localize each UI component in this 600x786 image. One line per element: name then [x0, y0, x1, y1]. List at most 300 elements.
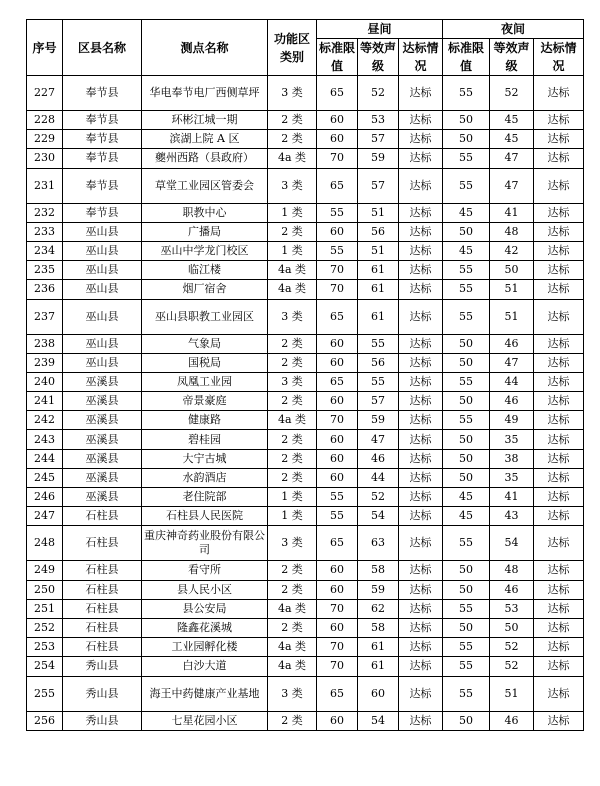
- cell-day-standard: 70: [317, 149, 358, 168]
- cell-day-standard: 60: [317, 334, 358, 353]
- cell-seq: 256: [27, 711, 63, 730]
- cell-night-status: 达标: [534, 241, 584, 260]
- cell-night-status: 达标: [534, 203, 584, 222]
- cell-day-status: 达标: [399, 392, 443, 411]
- cell-night-standard: 45: [443, 488, 490, 507]
- cell-day-leq: 55: [358, 372, 399, 391]
- cell-night-standard: 45: [443, 507, 490, 526]
- cell-day-leq: 59: [358, 149, 399, 168]
- cell-day-leq: 44: [358, 468, 399, 487]
- table-row: [27, 488, 584, 507]
- cell-day-leq: 51: [358, 203, 399, 222]
- cell-night-status: 达标: [534, 657, 584, 676]
- cell-night-status: 达标: [534, 580, 584, 599]
- cell-function-zone: 2 类: [268, 449, 317, 468]
- cell-county: 巫溪县: [63, 392, 142, 411]
- cell-day-leq: 58: [358, 561, 399, 580]
- cell-night-status: 达标: [534, 526, 584, 561]
- cell-seq: 252: [27, 618, 63, 637]
- header-day-standard: 标准限值: [317, 39, 358, 76]
- cell-day-status: 达标: [399, 526, 443, 561]
- cell-county: 石柱县: [63, 638, 142, 657]
- cell-night-standard: 50: [443, 130, 490, 149]
- cell-day-standard: 60: [317, 580, 358, 599]
- cell-day-leq: 58: [358, 618, 399, 637]
- cell-county: 石柱县: [63, 561, 142, 580]
- cell-seq: 230: [27, 149, 63, 168]
- table-row: [27, 599, 584, 618]
- cell-site: 水韵酒店: [142, 468, 268, 487]
- cell-night-leq: 46: [490, 392, 534, 411]
- cell-county: 石柱县: [63, 618, 142, 637]
- cell-night-standard: 55: [443, 261, 490, 280]
- cell-night-standard: 50: [443, 711, 490, 730]
- cell-site: 健康路: [142, 411, 268, 430]
- table-row: [27, 507, 584, 526]
- cell-night-status: 达标: [534, 618, 584, 637]
- cell-night-status: 达标: [534, 299, 584, 334]
- cell-day-standard: 60: [317, 468, 358, 487]
- cell-night-status: 达标: [534, 149, 584, 168]
- cell-function-zone: 2 类: [268, 222, 317, 241]
- cell-night-status: 达标: [534, 488, 584, 507]
- table-row: [27, 261, 584, 280]
- cell-county: 巫山县: [63, 261, 142, 280]
- cell-day-leq: 53: [358, 111, 399, 130]
- table-row: [27, 657, 584, 676]
- cell-site: 职教中心: [142, 203, 268, 222]
- cell-night-standard: 55: [443, 372, 490, 391]
- cell-night-status: 达标: [534, 334, 584, 353]
- cell-night-standard: 50: [443, 334, 490, 353]
- cell-day-status: 达标: [399, 561, 443, 580]
- cell-day-standard: 60: [317, 449, 358, 468]
- cell-county: 秀山县: [63, 657, 142, 676]
- cell-day-standard: 55: [317, 488, 358, 507]
- cell-day-status: 达标: [399, 130, 443, 149]
- cell-county: 巫溪县: [63, 468, 142, 487]
- cell-site: 白沙大道: [142, 657, 268, 676]
- cell-night-leq: 50: [490, 618, 534, 637]
- cell-day-leq: 54: [358, 711, 399, 730]
- cell-day-status: 达标: [399, 111, 443, 130]
- cell-day-standard: 55: [317, 203, 358, 222]
- header-night-standard: 标准限值: [443, 39, 490, 76]
- cell-day-leq: 61: [358, 638, 399, 657]
- cell-night-standard: 50: [443, 392, 490, 411]
- cell-night-status: 达标: [534, 468, 584, 487]
- cell-seq: 228: [27, 111, 63, 130]
- cell-function-zone: 2 类: [268, 468, 317, 487]
- cell-day-standard: 70: [317, 261, 358, 280]
- cell-night-standard: 45: [443, 241, 490, 260]
- cell-day-leq: 62: [358, 599, 399, 618]
- cell-day-leq: 46: [358, 449, 399, 468]
- cell-day-leq: 59: [358, 580, 399, 599]
- cell-night-leq: 47: [490, 149, 534, 168]
- table-row: [27, 241, 584, 260]
- cell-night-status: 达标: [534, 111, 584, 130]
- cell-night-status: 达标: [534, 676, 584, 711]
- cell-site: 县人民小区: [142, 580, 268, 599]
- cell-night-standard: 45: [443, 203, 490, 222]
- cell-function-zone: 4a 类: [268, 280, 317, 299]
- cell-site: 帝景豪庭: [142, 392, 268, 411]
- cell-night-status: 达标: [534, 372, 584, 391]
- cell-night-leq: 54: [490, 526, 534, 561]
- cell-day-standard: 65: [317, 76, 358, 111]
- cell-seq: 234: [27, 241, 63, 260]
- header-county: 区县名称: [63, 20, 142, 76]
- cell-day-leq: 52: [358, 488, 399, 507]
- cell-night-standard: 55: [443, 280, 490, 299]
- cell-county: 巫山县: [63, 353, 142, 372]
- cell-day-status: 达标: [399, 411, 443, 430]
- cell-seq: 251: [27, 599, 63, 618]
- cell-night-status: 达标: [534, 222, 584, 241]
- header-site: 测点名称: [142, 20, 268, 76]
- cell-day-standard: 70: [317, 599, 358, 618]
- cell-seq: 246: [27, 488, 63, 507]
- cell-night-standard: 50: [443, 561, 490, 580]
- table-row: [27, 676, 584, 711]
- cell-seq: 247: [27, 507, 63, 526]
- cell-function-zone: 4a 类: [268, 638, 317, 657]
- cell-site: 老住院部: [142, 488, 268, 507]
- cell-county: 巫溪县: [63, 449, 142, 468]
- cell-night-leq: 44: [490, 372, 534, 391]
- cell-site: 环彬江城一期: [142, 111, 268, 130]
- cell-function-zone: 2 类: [268, 353, 317, 372]
- cell-day-status: 达标: [399, 507, 443, 526]
- cell-day-standard: 70: [317, 280, 358, 299]
- cell-function-zone: 4a 类: [268, 261, 317, 280]
- cell-day-status: 达标: [399, 657, 443, 676]
- cell-night-standard: 55: [443, 149, 490, 168]
- cell-day-status: 达标: [399, 638, 443, 657]
- cell-night-leq: 49: [490, 411, 534, 430]
- cell-night-standard: 55: [443, 638, 490, 657]
- cell-day-status: 达标: [399, 76, 443, 111]
- cell-night-status: 达标: [534, 411, 584, 430]
- cell-function-zone: 2 类: [268, 618, 317, 637]
- cell-seq: 254: [27, 657, 63, 676]
- cell-county: 石柱县: [63, 599, 142, 618]
- cell-day-status: 达标: [399, 149, 443, 168]
- cell-function-zone: 2 类: [268, 130, 317, 149]
- cell-function-zone: 3 类: [268, 372, 317, 391]
- cell-day-leq: 61: [358, 280, 399, 299]
- cell-night-leq: 43: [490, 507, 534, 526]
- cell-function-zone: 2 类: [268, 711, 317, 730]
- table-row: [27, 430, 584, 449]
- table-row: [27, 334, 584, 353]
- cell-day-status: 达标: [399, 203, 443, 222]
- cell-day-leq: 51: [358, 241, 399, 260]
- cell-night-leq: 41: [490, 203, 534, 222]
- cell-seq: 250: [27, 580, 63, 599]
- cell-night-leq: 35: [490, 430, 534, 449]
- cell-night-leq: 51: [490, 299, 534, 334]
- cell-seq: 242: [27, 411, 63, 430]
- cell-day-leq: 59: [358, 411, 399, 430]
- cell-seq: 229: [27, 130, 63, 149]
- cell-day-status: 达标: [399, 618, 443, 637]
- cell-function-zone: 3 类: [268, 299, 317, 334]
- table-row: [27, 130, 584, 149]
- table-row: [27, 580, 584, 599]
- cell-day-leq: 57: [358, 168, 399, 203]
- cell-day-standard: 70: [317, 411, 358, 430]
- cell-night-standard: 55: [443, 599, 490, 618]
- cell-day-leq: 60: [358, 676, 399, 711]
- header-function-zone: 功能区类别: [268, 20, 317, 76]
- cell-day-leq: 56: [358, 353, 399, 372]
- cell-county: 巫山县: [63, 241, 142, 260]
- cell-night-standard: 50: [443, 111, 490, 130]
- cell-site: 石柱县人民医院: [142, 507, 268, 526]
- cell-function-zone: 1 类: [268, 241, 317, 260]
- cell-night-standard: 55: [443, 657, 490, 676]
- cell-day-leq: 57: [358, 392, 399, 411]
- cell-night-status: 达标: [534, 449, 584, 468]
- cell-function-zone: 2 类: [268, 430, 317, 449]
- cell-day-leq: 61: [358, 299, 399, 334]
- table-row: [27, 299, 584, 334]
- cell-night-leq: 38: [490, 449, 534, 468]
- cell-night-status: 达标: [534, 507, 584, 526]
- table-row: [27, 392, 584, 411]
- table-row: [27, 449, 584, 468]
- cell-night-leq: 46: [490, 580, 534, 599]
- cell-night-leq: 46: [490, 711, 534, 730]
- cell-day-standard: 60: [317, 392, 358, 411]
- cell-seq: 248: [27, 526, 63, 561]
- cell-function-zone: 4a 类: [268, 411, 317, 430]
- table-row: [27, 111, 584, 130]
- cell-day-standard: 60: [317, 711, 358, 730]
- cell-day-leq: 61: [358, 261, 399, 280]
- cell-night-status: 达标: [534, 599, 584, 618]
- cell-night-status: 达标: [534, 561, 584, 580]
- header-night: 夜间: [443, 20, 584, 39]
- cell-function-zone: 2 类: [268, 111, 317, 130]
- cell-day-standard: 70: [317, 638, 358, 657]
- header-night-status: 达标情况: [534, 39, 584, 76]
- cell-night-leq: 35: [490, 468, 534, 487]
- cell-night-status: 达标: [534, 353, 584, 372]
- cell-site: 重庆神奇药业股份有限公司: [142, 526, 268, 561]
- cell-county: 奉节县: [63, 149, 142, 168]
- cell-night-status: 达标: [534, 280, 584, 299]
- cell-day-status: 达标: [399, 488, 443, 507]
- header-day-leq: 等效声级: [358, 39, 399, 76]
- cell-seq: 244: [27, 449, 63, 468]
- cell-day-status: 达标: [399, 676, 443, 711]
- cell-seq: 233: [27, 222, 63, 241]
- cell-night-leq: 46: [490, 334, 534, 353]
- cell-seq: 240: [27, 372, 63, 391]
- cell-site: 临江楼: [142, 261, 268, 280]
- cell-night-leq: 45: [490, 111, 534, 130]
- cell-day-standard: 60: [317, 130, 358, 149]
- cell-function-zone: 1 类: [268, 507, 317, 526]
- cell-site: 碧桂园: [142, 430, 268, 449]
- cell-day-status: 达标: [399, 168, 443, 203]
- header-day-status: 达标情况: [399, 39, 443, 76]
- table-row: [27, 76, 584, 111]
- cell-county: 奉节县: [63, 130, 142, 149]
- cell-night-status: 达标: [534, 430, 584, 449]
- table-row: [27, 280, 584, 299]
- cell-seq: 235: [27, 261, 63, 280]
- cell-seq: 245: [27, 468, 63, 487]
- table-row: [27, 168, 584, 203]
- cell-night-standard: 50: [443, 618, 490, 637]
- cell-day-status: 达标: [399, 334, 443, 353]
- cell-night-leq: 51: [490, 280, 534, 299]
- cell-night-leq: 52: [490, 657, 534, 676]
- table-row: [27, 149, 584, 168]
- cell-seq: 231: [27, 168, 63, 203]
- cell-function-zone: 1 类: [268, 488, 317, 507]
- cell-site: 烟厂宿舍: [142, 280, 268, 299]
- cell-night-leq: 42: [490, 241, 534, 260]
- cell-county: 石柱县: [63, 580, 142, 599]
- cell-county: 石柱县: [63, 507, 142, 526]
- table-row: [27, 526, 584, 561]
- cell-night-status: 达标: [534, 711, 584, 730]
- cell-day-leq: 63: [358, 526, 399, 561]
- cell-seq: 255: [27, 676, 63, 711]
- cell-county: 巫溪县: [63, 430, 142, 449]
- cell-county: 秀山县: [63, 676, 142, 711]
- table-body: [27, 76, 584, 731]
- cell-function-zone: 4a 类: [268, 599, 317, 618]
- cell-site: 夔州西路（县政府）: [142, 149, 268, 168]
- cell-seq: 249: [27, 561, 63, 580]
- table-row: [27, 222, 584, 241]
- cell-night-leq: 52: [490, 76, 534, 111]
- noise-monitoring-table: [26, 19, 584, 731]
- cell-function-zone: 3 类: [268, 526, 317, 561]
- cell-county: 石柱县: [63, 526, 142, 561]
- cell-site: 草堂工业园区管委会: [142, 168, 268, 203]
- cell-day-standard: 65: [317, 526, 358, 561]
- cell-night-leq: 47: [490, 353, 534, 372]
- cell-night-standard: 50: [443, 449, 490, 468]
- table-row: [27, 561, 584, 580]
- cell-function-zone: 1 类: [268, 203, 317, 222]
- cell-county: 巫溪县: [63, 372, 142, 391]
- cell-night-standard: 50: [443, 468, 490, 487]
- cell-seq: 237: [27, 299, 63, 334]
- cell-site: 滨湖上院 A 区: [142, 130, 268, 149]
- cell-site: 大宁古城: [142, 449, 268, 468]
- cell-night-status: 达标: [534, 638, 584, 657]
- cell-site: 华电奉节电厂西侧草坪: [142, 76, 268, 111]
- cell-day-leq: 54: [358, 507, 399, 526]
- cell-night-standard: 55: [443, 411, 490, 430]
- table-row: [27, 618, 584, 637]
- cell-night-leq: 50: [490, 261, 534, 280]
- cell-day-standard: 55: [317, 241, 358, 260]
- cell-county: 巫溪县: [63, 411, 142, 430]
- cell-site: 国税局: [142, 353, 268, 372]
- cell-site: 工业园孵化楼: [142, 638, 268, 657]
- cell-day-standard: 60: [317, 353, 358, 372]
- cell-function-zone: 3 类: [268, 76, 317, 111]
- cell-site: 海王中药健康产业基地: [142, 676, 268, 711]
- cell-night-leq: 52: [490, 638, 534, 657]
- cell-day-leq: 61: [358, 657, 399, 676]
- cell-day-standard: 65: [317, 168, 358, 203]
- cell-function-zone: 2 类: [268, 334, 317, 353]
- cell-day-status: 达标: [399, 430, 443, 449]
- cell-day-standard: 60: [317, 618, 358, 637]
- cell-night-standard: 50: [443, 353, 490, 372]
- cell-night-standard: 50: [443, 222, 490, 241]
- cell-site: 隆鑫花溪城: [142, 618, 268, 637]
- cell-county: 奉节县: [63, 168, 142, 203]
- cell-night-status: 达标: [534, 130, 584, 149]
- cell-county: 巫溪县: [63, 488, 142, 507]
- cell-night-leq: 45: [490, 130, 534, 149]
- cell-day-standard: 65: [317, 299, 358, 334]
- cell-day-standard: 55: [317, 507, 358, 526]
- cell-day-status: 达标: [399, 222, 443, 241]
- cell-site: 七星花园小区: [142, 711, 268, 730]
- cell-night-leq: 47: [490, 168, 534, 203]
- cell-site: 看守所: [142, 561, 268, 580]
- cell-site: 巫山中学龙门校区: [142, 241, 268, 260]
- cell-day-status: 达标: [399, 449, 443, 468]
- cell-day-standard: 60: [317, 222, 358, 241]
- cell-day-standard: 65: [317, 372, 358, 391]
- cell-night-standard: 55: [443, 526, 490, 561]
- table-row: [27, 638, 584, 657]
- table-row: [27, 372, 584, 391]
- cell-seq: 241: [27, 392, 63, 411]
- cell-day-leq: 47: [358, 430, 399, 449]
- cell-day-leq: 55: [358, 334, 399, 353]
- cell-seq: 232: [27, 203, 63, 222]
- table-row: [27, 711, 584, 730]
- header-day: 昼间: [317, 20, 443, 39]
- cell-night-standard: 55: [443, 76, 490, 111]
- cell-seq: 236: [27, 280, 63, 299]
- cell-function-zone: 4a 类: [268, 149, 317, 168]
- table-row: [27, 353, 584, 372]
- cell-day-standard: 70: [317, 657, 358, 676]
- cell-county: 奉节县: [63, 203, 142, 222]
- cell-day-leq: 56: [358, 222, 399, 241]
- cell-night-standard: 55: [443, 676, 490, 711]
- cell-day-status: 达标: [399, 241, 443, 260]
- cell-site: 县公安局: [142, 599, 268, 618]
- cell-site: 巫山县职教工业园区: [142, 299, 268, 334]
- cell-county: 巫山县: [63, 280, 142, 299]
- cell-function-zone: 3 类: [268, 676, 317, 711]
- cell-day-standard: 65: [317, 676, 358, 711]
- cell-night-standard: 50: [443, 580, 490, 599]
- header-night-leq: 等效声级: [490, 39, 534, 76]
- cell-night-standard: 50: [443, 430, 490, 449]
- cell-seq: 243: [27, 430, 63, 449]
- cell-county: 奉节县: [63, 111, 142, 130]
- cell-day-standard: 60: [317, 561, 358, 580]
- cell-day-status: 达标: [399, 299, 443, 334]
